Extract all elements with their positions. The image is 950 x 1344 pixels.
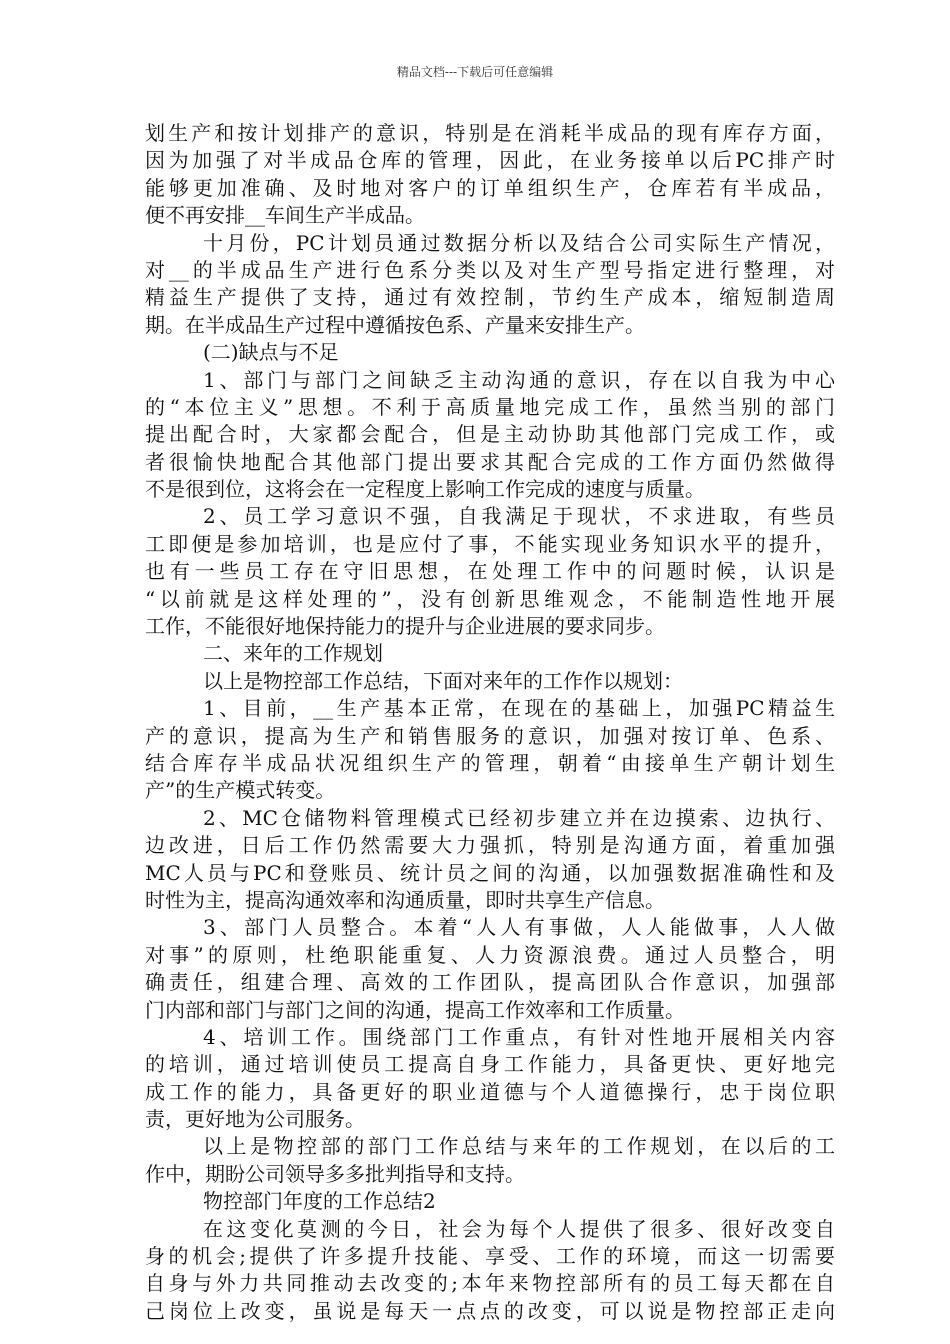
text-line: 者很愉快地配合其他部门提出要求其配合完成的工作方面仍然做得 <box>145 449 835 474</box>
text-line: 以上是物控部工作总结，下面对来年的工作作以规划： <box>203 668 683 693</box>
text-line: 确责任，组建合理、高效的工作团队，提高团队合作意识，加强部 <box>145 970 835 995</box>
text-line: 二、来年的工作规划 <box>203 641 383 666</box>
text-line: 1、部门与部门之间缺乏主动沟通的意识，存在以自我为中心 <box>203 367 835 392</box>
text-line: 作中，期盼公司领导多多批判指导和支持。 <box>145 1161 525 1186</box>
text-line: 能够更加准确、及时地对客户的订单组织生产，仓库若有半成品， <box>145 175 835 200</box>
text-line: 3、部门人员整合。本着“人人有事做，人人能做事，人人做 <box>203 915 835 940</box>
text-line: 期。在半成品生产过程中遵循按色系、产量来安排生产。 <box>145 312 645 337</box>
text-line: 的培训，通过培训使员工提高自身工作能力，具备更快、更好地完 <box>145 1052 835 1077</box>
text-line: 十月份，PC计划员通过数据分析以及结合公司实际生产情况， <box>203 230 835 255</box>
text-line: 划生产和按计划排产的意识，特别是在消耗半成品的现有库存方面， <box>145 121 835 145</box>
text-line: 边改进，日后工作仍然需要大力强抓，特别是沟通方面，着重加强 <box>145 833 835 858</box>
text-line: 以上是物控部的部门工作总结与来年的工作规划，在以后的工 <box>203 1134 835 1159</box>
text-line: 对事”的原则，杜绝职能重复、人力资源浪费。通过人员整合，明 <box>145 942 835 967</box>
text-line: (二)缺点与不足 <box>203 340 339 365</box>
text-line: 责，更好地为公司服务。 <box>145 1107 365 1132</box>
text-line: 的“本位主义”思想。不利于高质量地完成工作，虽然当别的部门 <box>145 394 835 419</box>
text-line: 物控部门年度的工作总结2 <box>203 1189 436 1214</box>
text-line: MC人员与PC和登账员、统计员之间的沟通，以加强数据准确性和及 <box>145 860 835 885</box>
text-line: 便不再安排__车间生产半成品。 <box>145 203 425 228</box>
text-line: 时性为主，提高沟通效率和沟通质量，即时共享生产信息。 <box>145 887 665 912</box>
text-line: 产的意识，提高为生产和销售服务的意识，加强对按订单、色系、 <box>145 723 835 748</box>
text-line: 1、目前，__生产基本正常，在现在的基础上，加强PC精益生 <box>203 696 835 721</box>
text-line: 自身与外力共同推动去改变的;本年来物控部所有的员工每天都在自 <box>145 1271 835 1296</box>
text-line: 产”的生产模式转变。 <box>145 778 336 803</box>
text-line: 对__的半成品生产进行色系分类以及对生产型号指定进行整理，对 <box>145 257 835 282</box>
text-line: 2、MC仓储物料管理模式已经初步建立并在边摸索、边执行、 <box>203 805 835 830</box>
text-line: 因为加强了对半成品仓库的管理，因此，在业务接单以后PC排产时 <box>145 148 835 173</box>
text-line: 工作，不能很好地保持能力的提升与企业进展的要求同步。 <box>145 614 665 639</box>
text-line: 不是很到位，这将会在一定程度上影响工作完成的速度与质量。 <box>145 477 705 502</box>
document-body <box>145 120 835 1325</box>
text-line: 提出配合时，大家都会配合，但是主动协助其他部门完成工作，或 <box>145 422 835 447</box>
text-line: 也有一些员工存在守旧思想，在处理工作中的问题时候，认识是 <box>145 559 835 584</box>
text-line: 精益生产提供了支持，通过有效控制，节约生产成本，缩短制造周 <box>145 285 835 310</box>
text-line: 身的机会;提供了许多提升技能、享受、工作的环境，而这一切需要 <box>145 1244 835 1269</box>
text-line: 在这变化莫测的今日，社会为每个人提供了很多、很好改变自 <box>203 1216 835 1241</box>
text-line: 4、培训工作。围绕部门工作重点，有针对性地开展相关内容 <box>203 1024 835 1049</box>
text-line: 己岗位上改变，虽说是每天一点点的改变，可以说是物控部正走向 <box>145 1298 835 1323</box>
text-line: 2、员工学习意识不强，自我满足于现状，不求进取，有些员 <box>203 504 835 529</box>
text-line: 成工作的能力，具备更好的职业道德与个人道德操行，忠于岗位职 <box>145 1079 835 1104</box>
page-header: 精品文档---下载后可任意编辑 <box>396 65 554 79</box>
text-line: 结合库存半成品状况组织生产的管理，朝着“由接单生产朝计划生 <box>145 750 835 775</box>
text-line: 门内部和部门与部门之间的沟通，提高工作效率和工作质量。 <box>145 997 685 1022</box>
text-line: “以前就是这样处理的”，没有创新思维观念，不能制造性地开展 <box>145 586 835 611</box>
text-line: 工即便是参加培训，也是应付了事，不能实现业务知识水平的提升， <box>145 531 835 556</box>
